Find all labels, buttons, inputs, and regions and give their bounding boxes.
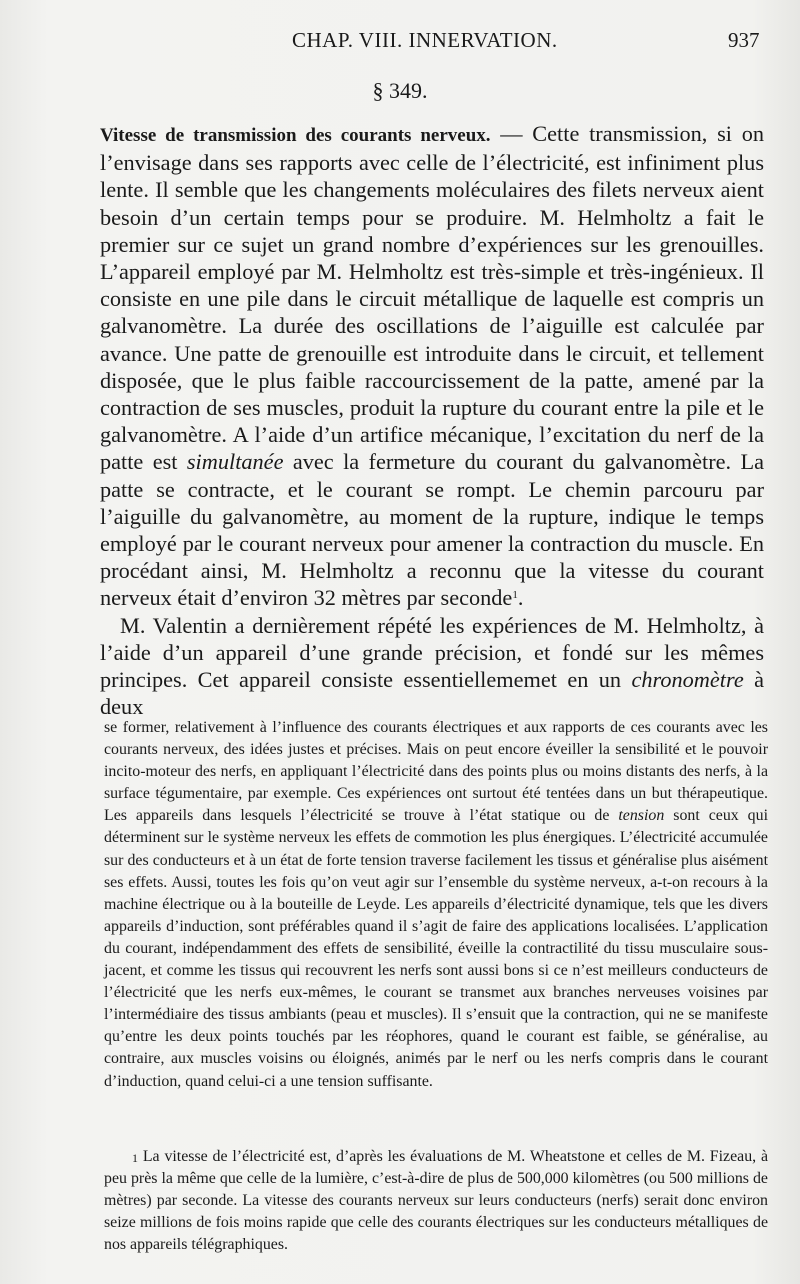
note-text: se former, relativement à l’influence des courants électriques et aux rapports de ces courants avec les courants nerveux, des idées justes et précises. Mais on peut encore éveiller la sensibilité et le pouvoir incito-moteur des nerfs, en appliquant l’électricité dans des points plus ou moins distants des nerfs, à la surface tégumentaire, par exemple. Ces expériences ont surtout été tentées dans un but thérapeutique. Les appareils dans lesquels l’électricité se trouve à l’état statique ou de	[104, 719, 768, 825]
footnote	[104, 1146, 768, 1256]
footnote-text: La vitesse de l’électricité est, d’après les évaluations de M. Wheatstone et celles de M. Fizeau, à peu près la même que celle de la lumière, c’est-à-dire de plus de 500,000 kilomètres (ou 500 millions de mètres) par seconde. La vitesse des courants nerveux sur leurs conducteurs (nerfs) serait donc environ seize millions de fois moins rapide que celle des courants électriques sur les conducteurs métalliques de nos appareils télégraphiques.	[104, 1148, 768, 1254]
page-header	[0, 28, 800, 56]
note-text-cont: sont ceux qui déterminent sur le système nerveux les effets de commotion les plus énergiques. L’électricité accumulée sur des conducteurs et à un état de forte tension traverse facilement les tissus et généralise plus aisément ses effets. Aussi, toutes les fois qu’on veut agir sur l’ensemble du système nerveux, a-t-on recours à la machine électrique ou à la bouteille de Leyde. Les appareils d’électricité dynamique, tels que les divers appareils d’induction, sont préférables quand il s’agit de faire des applications localisées. L’application du courant, indépendamment des effets de sensibilité, éveille la contractilité du tissu musculaire sous-jacent, et comme les tissus qui recouvrent les nerfs sont aussi bons si ce n’est meilleurs conducteurs de l’électricité que les nerfs eux-mêmes, le courant se transmet aux branches nerveuses voisines par l’intermédiaire des tissus ambiants (peau et muscles). Il s’ensuit que la contraction, qui ne se manifeste qu’entre les deux points touchés par les réophores, quand le courant est faible, se généralise, au contraire, aux muscles voisins ou éloignés, animés par le nerf ou les nerfs compris dans le courant d’induction, quand celui-ci a une tension suffisante.	[104, 807, 768, 1090]
paragraph-1-text: — Cette transmission, si on l’envisage dans ses rapports avec celle de l’électricité, est infiniment plus lente. Il semble que les changements moléculaires des filets nerveux aient besoin d’un certain temps pour se produire. M. Helmholtz a fait le premier sur ce sujet un grand nombre d’expériences sur les grenouilles. L’appareil employé par M. Helmholtz est très-simple et très-ingénieux. Il consiste en une pile dans le circuit métallique de laquelle est compris un galvanomètre. La durée des oscillations de l’aiguille est calculée par avance. Une patte de grenouille est introduite dans le circuit, et tellement disposée, que le plus faible raccourcissement de la patte, amené par la contraction de ses muscles, produit la rupture du courant entre la pile et le galvanomètre. A l’aide d’un artifice mécanique, l’excitation du nerf de la patte est	[100, 121, 764, 475]
section-number: § 349.	[372, 78, 428, 103]
paragraph-1	[100, 120, 764, 612]
main-text	[100, 120, 764, 720]
italic-simultanee: simultanée	[186, 449, 284, 475]
continued-note	[104, 717, 768, 1093]
paragraph-1-text-cont: avec la fermeture du courant du galvanomètre. La patte se contracte, et le courant se rompt. Le chemin parcouru par l’aiguille du galvanomètre, au moment de la rupture, indique le temps employé par le courant nerveux pour amener la contraction du muscle. En procédant ainsi, M. Helmholtz a reconnu que la vitesse du courant nerveux était d’environ 32 mètres par seconde	[100, 449, 764, 611]
footnote-paragraph	[104, 1146, 768, 1256]
paragraph-subheading: Vitesse de transmission des courants nerveux.	[100, 125, 491, 146]
paragraph-2	[100, 612, 764, 721]
footnote-mark: 1	[132, 1151, 138, 1165]
italic-tension: tension	[618, 807, 665, 825]
italic-chronometre: chronomètre	[631, 667, 744, 693]
paragraph-2-text-cont: à deux	[100, 667, 764, 720]
note-paragraph	[104, 717, 768, 1093]
footnote-reference[interactable]: 1	[512, 589, 518, 602]
paragraph-2-text: M. Valentin a dernièrement répété les expériences de M. Helmholtz, à l’aide d’un appareil d’une grande précision, et fondé sur les mêmes principes. Cet appareil consiste essentiellememet en un	[100, 612, 764, 693]
paragraph-1-end: .	[517, 585, 524, 611]
running-title: CHAP. VIII. INNERVATION.	[292, 28, 558, 52]
page-number: 937	[728, 28, 760, 52]
